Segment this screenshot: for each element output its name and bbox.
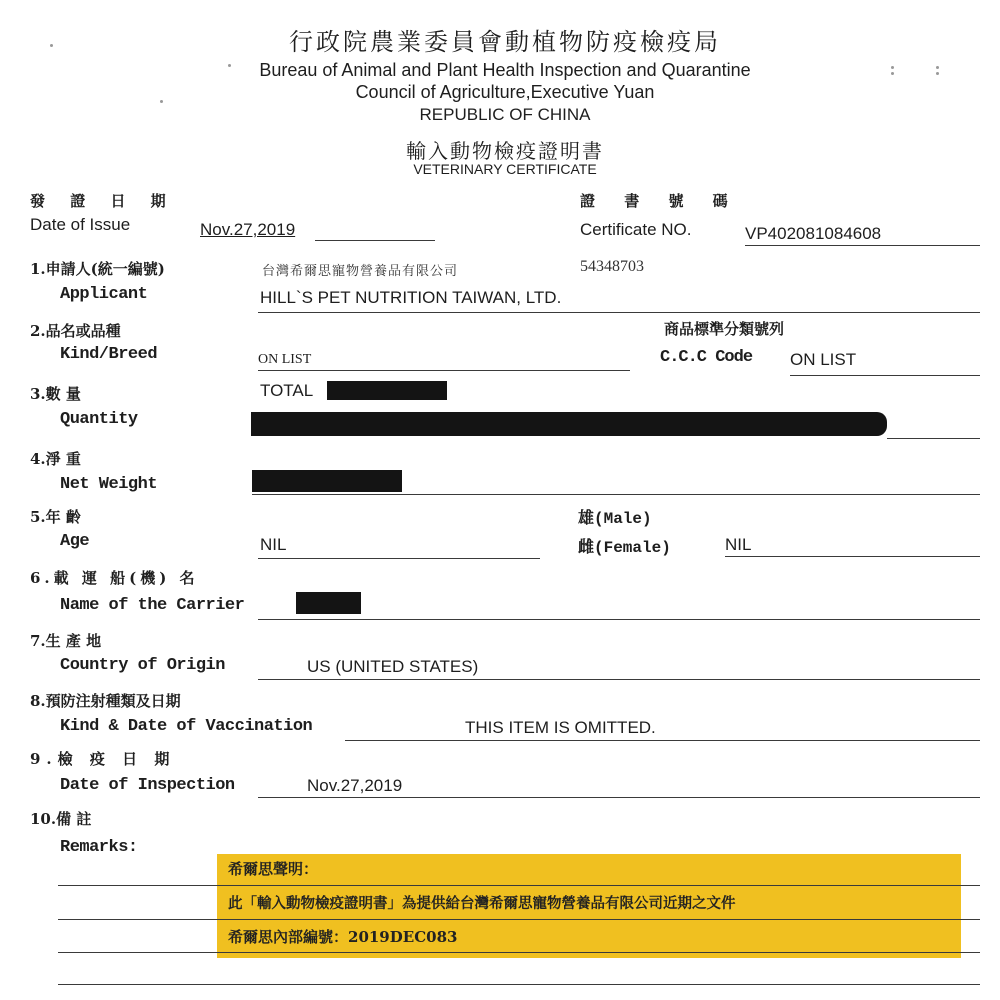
redacted-quantity-detail	[251, 412, 887, 436]
date-of-issue-label: Date of Issue	[30, 215, 131, 234]
origin-label-chinese: 7.生 產 地	[30, 632, 102, 650]
applicant-label-chinese: 1.申請人(統一編號)	[30, 260, 165, 278]
net-weight-label: Net Weight	[60, 475, 158, 494]
remarks-label: Remarks:	[60, 838, 138, 857]
ccc-code-label: C.C.C Code	[660, 348, 753, 367]
redacted-net-weight	[252, 470, 402, 492]
remarks-note-internal-number: 希爾思內部編號：2019DEC083	[228, 928, 458, 946]
certificate-number-label: Certificate NO.	[580, 220, 692, 239]
age-label: Age	[60, 532, 90, 551]
age-value: NIL	[260, 535, 287, 554]
applicant-tax-id: 54348703	[580, 258, 644, 275]
inspection-date-value: Nov.27,2019	[307, 776, 403, 795]
redacted-carrier-name	[296, 592, 361, 614]
male-label: 雄(Male)	[578, 510, 652, 528]
agency-name-english: Bureau of Animal and Plant Health Inspection and Quarantine	[259, 60, 751, 80]
carrier-label: Name of the Carrier	[60, 596, 245, 615]
council-name: Council of Agriculture,Executive Yuan	[355, 82, 655, 102]
vaccination-label: Kind & Date of Vaccination	[60, 717, 313, 736]
kind-breed-value: ON LIST	[258, 352, 312, 367]
kind-breed-label: Kind/Breed	[60, 345, 158, 364]
remarks-label-chinese: 10.備 註	[30, 810, 92, 828]
ccc-code-value: ON LIST	[790, 350, 857, 369]
kind-breed-label-chinese: 2.品名或品種	[30, 322, 121, 340]
quantity-total-label: TOTAL	[260, 381, 314, 400]
remarks-note-heading: 希爾思聲明：	[228, 860, 319, 878]
ccc-code-label-chinese: 商品標準分類號列	[664, 320, 785, 338]
certificate-title-english: VETERINARY CERTIFICATE	[413, 161, 597, 177]
applicant-name-english: HILL`S PET NUTRITION TAIWAN, LTD.	[260, 288, 562, 307]
net-weight-label-chinese: 4.淨 重	[30, 450, 81, 468]
date-of-issue-label-chinese: 發 證 日 期	[30, 192, 176, 210]
agency-name-chinese: 行政院農業委員會動植物防疫檢疫局	[289, 28, 721, 56]
vaccination-value: THIS ITEM IS OMITTED.	[465, 718, 656, 737]
vaccination-label-chinese: 8.預防注射種類及日期	[30, 692, 181, 710]
country-name: REPUBLIC OF CHINA	[419, 105, 591, 124]
date-of-issue-value: Nov.27,2019	[200, 220, 296, 239]
certificate-title-chinese: 輸入動物檢疫證明書	[406, 139, 604, 163]
female-label: 雌(Female)	[578, 539, 671, 557]
inspection-date-label-chinese: 9.檢 疫 日 期	[30, 750, 176, 768]
quantity-label-chinese: 3.數 量	[30, 385, 81, 403]
origin-value: US (UNITED STATES)	[307, 657, 479, 676]
origin-label: Country of Origin	[60, 656, 225, 675]
carrier-label-chinese: 6.載 運 船(機) 名	[30, 569, 199, 587]
redacted-quantity-total	[327, 381, 447, 400]
applicant-label: Applicant	[60, 285, 148, 304]
age-label-chinese: 5.年 齡	[30, 508, 81, 526]
remarks-note-statement: 此「輸入動物檢疫證明書」為提供給台灣希爾思寵物營養品有限公司近期之文件	[228, 895, 736, 912]
certificate-number-value: VP402081084608	[745, 224, 882, 243]
applicant-name-chinese: 台灣希爾思寵物營養品有限公司	[262, 264, 459, 279]
sex-value: NIL	[725, 535, 752, 554]
certificate-number-label-chinese: 證 書 號 碼	[580, 192, 740, 210]
inspection-date-label: Date of Inspection	[60, 776, 235, 795]
quantity-label: Quantity	[60, 410, 138, 429]
